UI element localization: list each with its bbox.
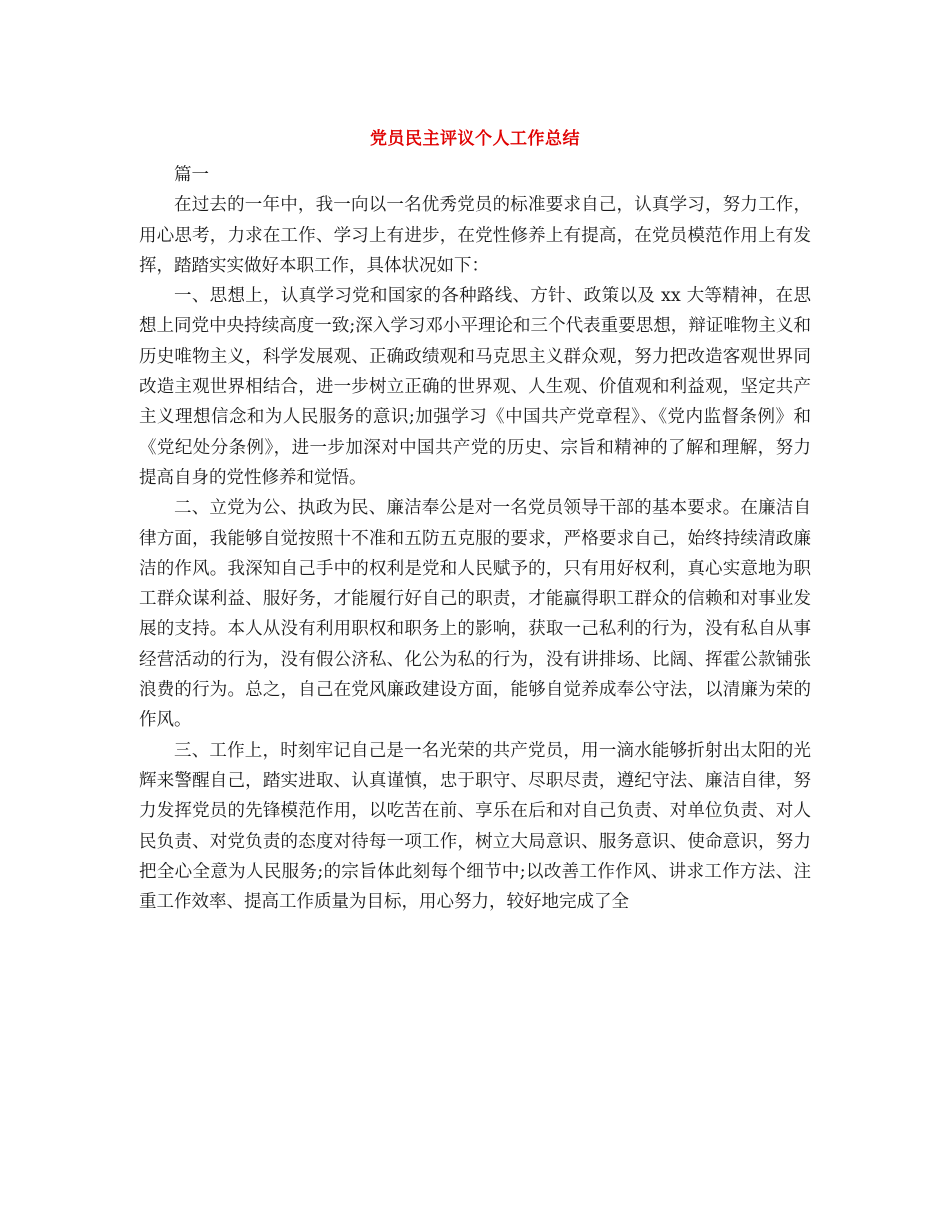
document-body bbox=[139, 160, 811, 917]
paragraph-intro: 在过去的一年中，我一向以一名优秀党员的标准要求自己，认真学习，努力工作，用心思考，力求在工作、学习上有进步，在党性修养上有提高，在党员模范作用上有发挥，踏踏实实做好本职工作，具体状况如下： bbox=[139, 195, 811, 276]
section-label: 篇一 bbox=[174, 165, 209, 185]
paragraph-work: 三、工作上，时刻牢记自己是一名光荣的共产党员，用一滴水能够折射出太阳的光辉来警醒自己，踏实进取、认真谨慎，忠于职守、尽职尽责，遵纪守法、廉洁自律，努力发挥党员的先锋模范作用，以吃苦在前、享乐在后和对自己负责、对单位负责、对人民负责、对党负责的态度对待每一项工作，树立大局意识、服务意识、使命意识，努力把全心全意为人民服务;的宗旨体此刻每个细节中;以改善工作作风、讲求工作方法、注重工作效率、提高工作质量为目标，用心努力，较好地完成了全 bbox=[139, 740, 811, 913]
paragraph-thought: 一、思想上，认真学习党和国家的各种路线、方针、政策以及 xx 大等精神，在思想上同党中央持续高度一致;深入学习邓小平理论和三个代表重要思想，辩证唯物主义和历史唯物主义，科学发展观、正确政绩观和马克思主义群众观，努力把改造客观世界同改造主观世界相结合，进一步树立正确的世界观、人生观、价值观和利益观，坚定共产主义理想信念和为人民服务的意识;加强学习《中国共产党章程》、《党内监督条例》和《党纪处分条例》，进一步加深对中国共产党的历史、宗旨和精神的了解和理解，努力提高自身的党性修养和觉悟。 bbox=[139, 286, 811, 488]
paragraph-integrity: 二、立党为公、执政为民、廉洁奉公是对一名党员领导干部的基本要求。在廉洁自律方面，我能够自觉按照十不准和五防五克服的要求，严格要求自己，始终持续清政廉洁的作风。我深知自己手中的权利是党和人民赋予的，只有用好权利，真心实意地为职工群众谋利益、服好务，才能履行好自己的职责，才能赢得职工群众的信赖和对事业发展的支持。本人从没有利用职权和职务上的影响，获取一己私利的行为，没有私自从事经营活动的行为，没有假公济私、化公为私的行为，没有讲排场、比阔、挥霍公款铺张浪费的行为。总之，自己在党风廉政建设方面，能够自觉养成奉公守法，以清廉为荣的作风。 bbox=[139, 498, 811, 731]
document-title: 党员民主评议个人工作总结 bbox=[370, 129, 580, 149]
